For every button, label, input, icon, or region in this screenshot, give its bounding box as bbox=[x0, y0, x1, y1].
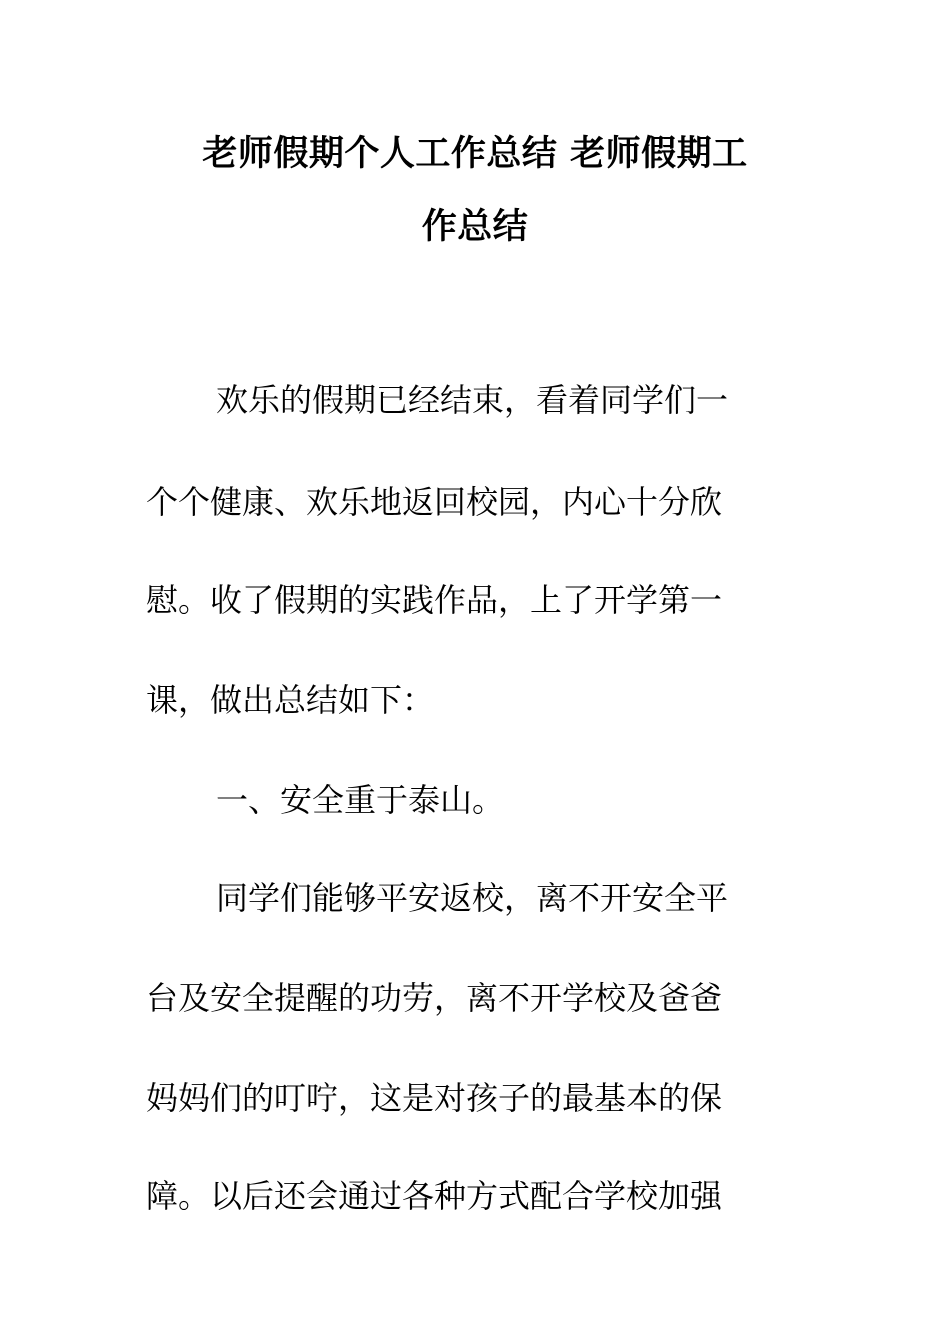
paragraph-line: 台及安全提醒的功劳，离不开学校及爸爸 bbox=[146, 979, 723, 1017]
document-title-line-2: 作总结 bbox=[421, 207, 529, 247]
paragraph-line: 慰。收了假期的实践作品，上了开学第一 bbox=[146, 581, 723, 619]
paragraph-line: 障。以后还会通过各种方式配合学校加强 bbox=[146, 1177, 723, 1215]
paragraph-line: 个个健康、欢乐地返回校园，内心十分欣 bbox=[146, 483, 723, 521]
section-heading: 一、安全重于泰山。 bbox=[216, 781, 505, 819]
paragraph-line: 同学们能够平安返校，离不开安全平 bbox=[216, 879, 729, 917]
document-title-line-1: 老师假期个人工作总结 老师假期工 bbox=[202, 134, 748, 174]
paragraph-line: 课，做出总结如下： bbox=[146, 681, 435, 719]
paragraph-line: 妈妈们的叮咛，这是对孩子的最基本的保 bbox=[146, 1079, 723, 1117]
paragraph-line: 欢乐的假期已经结束，看着同学们一 bbox=[216, 381, 729, 419]
